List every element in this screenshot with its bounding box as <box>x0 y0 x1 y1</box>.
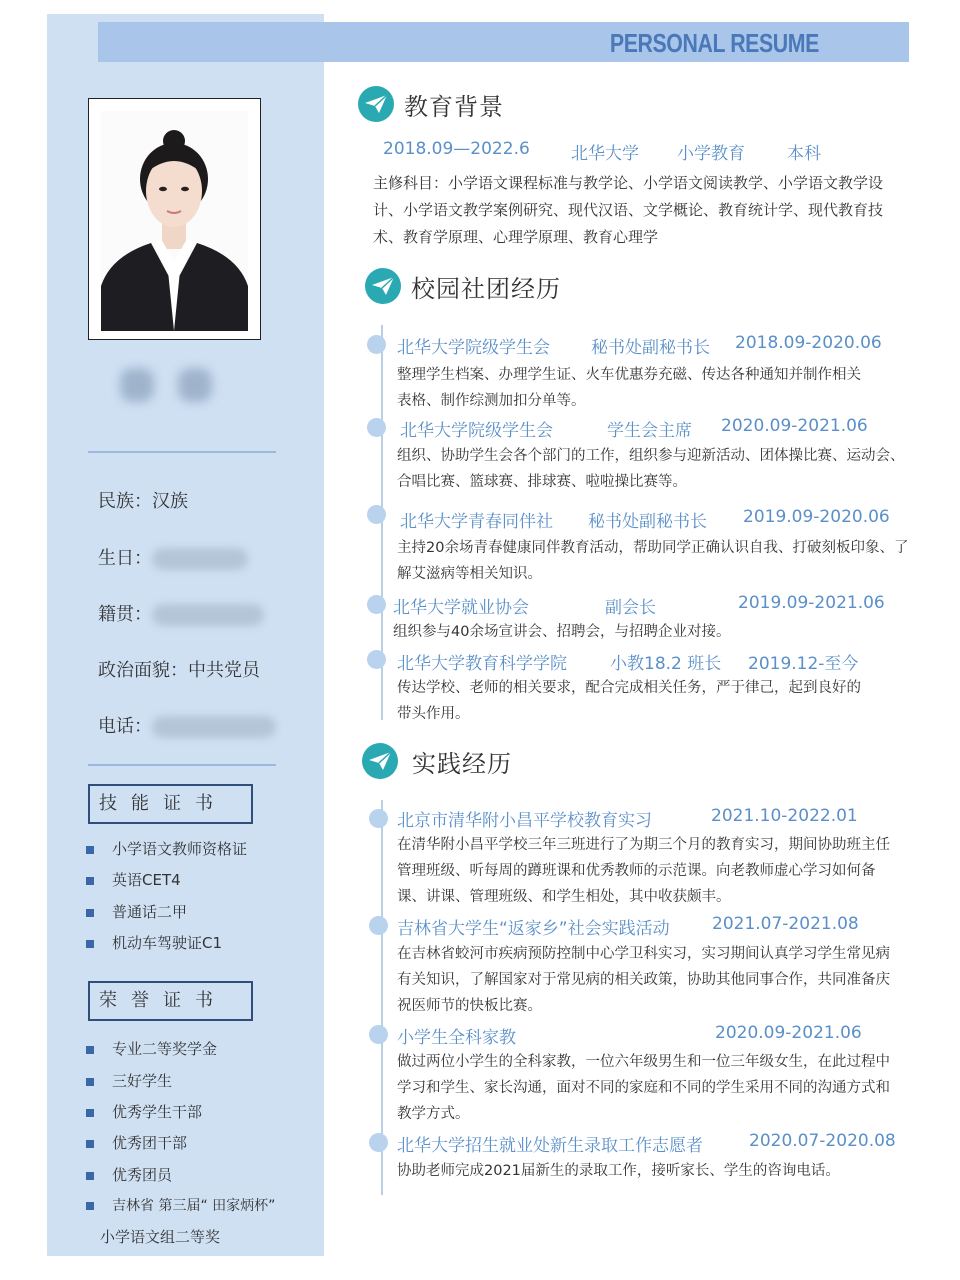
ethnicity-value: 汉族 <box>152 491 188 512</box>
timeline-dot <box>369 1025 388 1044</box>
skill-item: 普通话二甲 <box>86 901 187 922</box>
campus-entry-desc: 组织参与40余场宣讲会、招聘会，与招聘企业对接。 <box>393 624 731 640</box>
campus-entry-desc: 主持20余场青春健康同伴教育活动，帮助同学正确认识自我、打破刻板印象、了解艾滋病等相关知识。 <box>397 540 909 582</box>
education-degree: 本科 <box>787 144 821 164</box>
honor-item: 三好学生 <box>86 1070 172 1091</box>
skill-item: 英语CET4 <box>86 869 181 890</box>
hometown-value-blurred <box>152 604 264 626</box>
education-heading <box>358 86 504 122</box>
education-school: 北华大学 <box>571 144 639 164</box>
bullet-icon <box>86 909 94 917</box>
bullet-icon <box>86 1202 94 1210</box>
bullet-icon <box>86 1078 94 1086</box>
honor-item: 专业二等奖学金 <box>86 1038 217 1059</box>
profile-photo-frame <box>88 98 261 340</box>
timeline-dot <box>369 916 388 935</box>
timeline-dot <box>369 809 388 828</box>
campus-entry-desc: 组织、协助学生会各个部门的工作，组织参与迎新活动、团体操比赛、运动会、合唱比赛、篮球赛、排球赛、啦啦操比赛等。 <box>397 448 905 490</box>
phone-value-blurred <box>152 716 276 738</box>
practice-entry-desc: 做过两位小学生的全科家教，一位六年级男生和一位三年级女生，在此过程中学习和学生、家长沟通，面对不同的家庭和不同的学生采用不同的沟通方式和教学方式。 <box>397 1054 890 1122</box>
bullet-icon <box>86 846 94 854</box>
phone-label: 电话： <box>98 716 152 737</box>
birthday-row <box>98 544 248 570</box>
timeline-dot <box>367 595 386 614</box>
practice-entry-desc: 在吉林省蛟河市疾病预防控制中心学卫科实习，实习期间认真学习学生常见病有关知识，了解国家对于常见病的相关政策，协助其他同事合作，共同准备庆祝医师节的快板比赛。 <box>397 946 890 1014</box>
bullet-icon <box>86 1140 94 1148</box>
timeline-dot <box>367 335 386 354</box>
campus-heading <box>365 268 561 304</box>
campus-title: 校园社团经历 <box>411 274 561 303</box>
ethnicity-row <box>98 487 188 513</box>
education-title: 教育背景 <box>404 92 504 121</box>
resume-title: PERSONAL RESUME <box>609 28 819 58</box>
name-blurred <box>120 368 220 408</box>
paper-plane-icon <box>362 743 398 779</box>
birthday-value-blurred <box>152 548 248 570</box>
skill-item: 机动车驾驶证C1 <box>86 932 222 953</box>
sidebar-divider <box>88 451 276 453</box>
hometown-row <box>98 600 264 626</box>
political-value: 中共党员 <box>188 660 260 681</box>
timeline-dot <box>367 505 386 524</box>
honor-item: 优秀学生干部 <box>86 1101 202 1122</box>
skill-item: 小学语文教师资格证 <box>86 838 247 859</box>
bullet-icon <box>86 940 94 948</box>
bullet-icon <box>86 1109 94 1117</box>
campus-entry-desc: 整理学生档案、办理学生证、火车优惠券充磁、传达各种通知并制作相关表格、制作综测加扣分单等。 <box>397 367 861 409</box>
skills-title: 技能证书 <box>88 784 253 824</box>
profile-photo <box>101 111 248 331</box>
honor-item-continued: 小学语文组二等奖 <box>100 1228 221 1246</box>
practice-heading <box>362 743 512 779</box>
paper-plane-icon <box>365 268 401 304</box>
political-row <box>98 656 260 682</box>
timeline-dot <box>367 418 386 437</box>
bullet-icon <box>86 877 94 885</box>
honor-item: 优秀团干部 <box>86 1132 187 1153</box>
education-period: 2018.09—2022.6 <box>383 139 530 159</box>
honor-item: 优秀团员 <box>86 1164 172 1185</box>
bullet-icon <box>86 1172 94 1180</box>
hometown-label: 籍贯： <box>98 604 152 625</box>
honor-item: 吉林省 第三届“ 田家炳杯” <box>86 1195 275 1215</box>
political-label: 政治面貌： <box>98 660 188 681</box>
birthday-label: 生日： <box>98 548 152 569</box>
campus-entry-desc: 传达学校、老师的相关要求，配合完成相关任务，严于律己，起到良好的带头作用。 <box>397 680 861 722</box>
header-banner <box>98 22 909 62</box>
practice-entry-desc: 在清华附小昌平学校三年三班进行了为期三个月的教育实习，期间协助班主任管理班级、听每周的蹲班课和优秀教师的示范课。向老教师虚心学习如何备课、讲课、管理班级、和学生相处，其中收获颇丰。 <box>397 837 890 905</box>
bullet-icon <box>86 1046 94 1054</box>
sidebar-divider-2 <box>88 764 276 766</box>
practice-entry-desc: 协助老师完成2021届新生的录取工作，接听家长、学生的咨询电话。 <box>397 1163 840 1179</box>
honors-title: 荣誉证书 <box>88 981 253 1021</box>
ethnicity-label: 民族： <box>98 491 152 512</box>
phone-row <box>98 712 276 738</box>
timeline-dot <box>367 650 386 669</box>
education-courses: 主修科目：小学语文课程标准与教学论、小学语文阅读教学、小学语文教学设计、小学语文教学案例研究、现代汉语、文学概论、教育统计学、现代教育技术、教育学原理、心理学原理、教育心理学 <box>373 174 884 246</box>
practice-title: 实践经历 <box>412 749 512 778</box>
paper-plane-icon <box>358 86 394 122</box>
timeline-dot <box>369 1133 388 1152</box>
education-major: 小学教育 <box>677 144 745 164</box>
